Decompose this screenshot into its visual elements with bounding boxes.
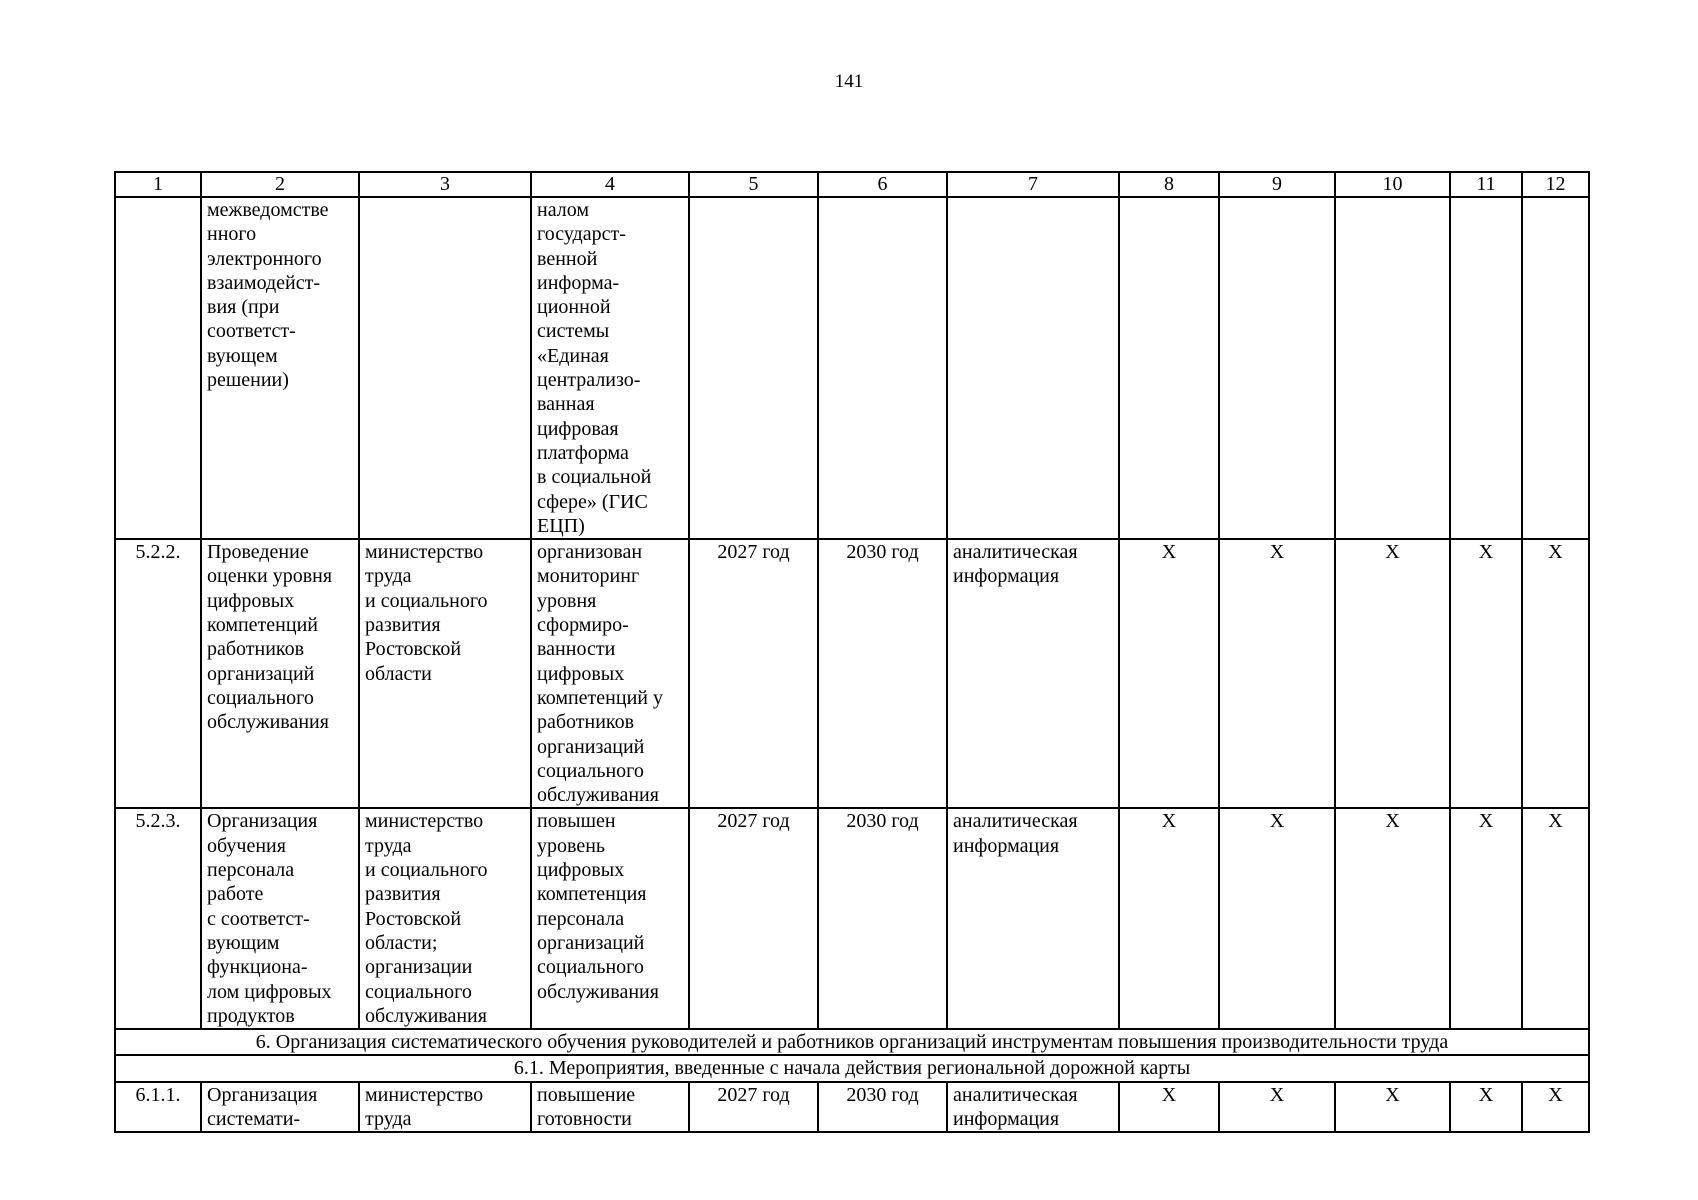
cell-number: 6.1.1. [115,1082,201,1133]
cell-c9: X [1219,1082,1335,1133]
section-row [115,1029,1589,1055]
cell-c8: X [1119,808,1219,1029]
column-header: 2 [201,172,359,197]
cell-c8: X [1119,539,1219,808]
subsection-row [115,1055,1589,1081]
cell-end [818,197,947,539]
column-header: 10 [1335,172,1450,197]
cell-c9: X [1219,808,1335,1029]
cell-result: повышен уровень цифровых компетенция персонала организаций социального обслуживания [531,808,689,1029]
cell-c10: X [1335,808,1450,1029]
cell-c10 [1335,197,1450,539]
cell-c10: X [1335,539,1450,808]
cell-start: 2027 год [689,1082,818,1133]
cell-result: налом государст- венной информа- ционной системы «Единая централизо- ванная цифровая платформа в социальной сфере» (ГИС ЕЦП) [531,197,689,539]
column-header: 7 [947,172,1119,197]
cell-result: организован мониторинг уровня сформиро- ванности цифровых компетенций у работников организаций социального обслуживания [531,539,689,808]
cell-start [689,197,818,539]
cell-event-name: Организация системати- [201,1082,359,1133]
table-row [115,197,1589,539]
cell-c12: X [1522,1082,1589,1133]
cell-end: 2030 год [818,808,947,1029]
column-header: 3 [359,172,531,197]
cell-event-name: Проведение оценки уровня цифровых компетенций работников организаций социального обслуживания [201,539,359,808]
cell-c8: X [1119,1082,1219,1133]
cell-start: 2027 год [689,808,818,1029]
roadmap-table [114,171,1590,1133]
column-header: 11 [1450,172,1522,197]
column-number-row [115,172,1589,197]
cell-c11: X [1450,808,1522,1029]
cell-executor [359,197,531,539]
subsection-heading: 6.1. Мероприятия, введенные с начала действия региональной дорожной карты [115,1055,1589,1081]
cell-number [115,197,201,539]
cell-end: 2030 год [818,1082,947,1133]
cell-document [947,197,1119,539]
column-header: 9 [1219,172,1335,197]
cell-c9: X [1219,539,1335,808]
page-number: 141 [834,71,864,92]
cell-c12: X [1522,808,1589,1029]
cell-c12: X [1522,539,1589,808]
cell-c11: X [1450,1082,1522,1133]
table-row [115,808,1589,1029]
cell-c8 [1119,197,1219,539]
cell-c11 [1450,197,1522,539]
cell-c12 [1522,197,1589,539]
cell-c9 [1219,197,1335,539]
cell-document: аналитическая информация [947,808,1119,1029]
cell-event-name: межведомстве нного электронного взаимодейст- вия (при соответст- вующем решении) [201,197,359,539]
table-row [115,539,1589,808]
column-header: 1 [115,172,201,197]
cell-c10: X [1335,1082,1450,1133]
column-header: 8 [1119,172,1219,197]
cell-number: 5.2.3. [115,808,201,1029]
section-heading: 6. Организация систематического обучения руководителей и работников организаций инструментам повышения производительности труда [115,1029,1589,1055]
cell-c11: X [1450,539,1522,808]
column-header: 6 [818,172,947,197]
cell-executor: министерство труда и социального развития Ростовской области; организации социального обслуживания [359,808,531,1029]
column-header: 4 [531,172,689,197]
column-header: 12 [1522,172,1589,197]
cell-number: 5.2.2. [115,539,201,808]
cell-document: аналитическая информация [947,1082,1119,1133]
cell-start: 2027 год [689,539,818,808]
cell-result: повышение готовности [531,1082,689,1133]
table-row [115,1082,1589,1133]
cell-event-name: Организация обучения персонала работе с соответст- вующим функциона- лом цифровых продуктов [201,808,359,1029]
cell-end: 2030 год [818,539,947,808]
cell-document: аналитическая информация [947,539,1119,808]
cell-executor: министерство труда и социального развития Ростовской области [359,539,531,808]
cell-executor: министерство труда [359,1082,531,1133]
column-header: 5 [689,172,818,197]
